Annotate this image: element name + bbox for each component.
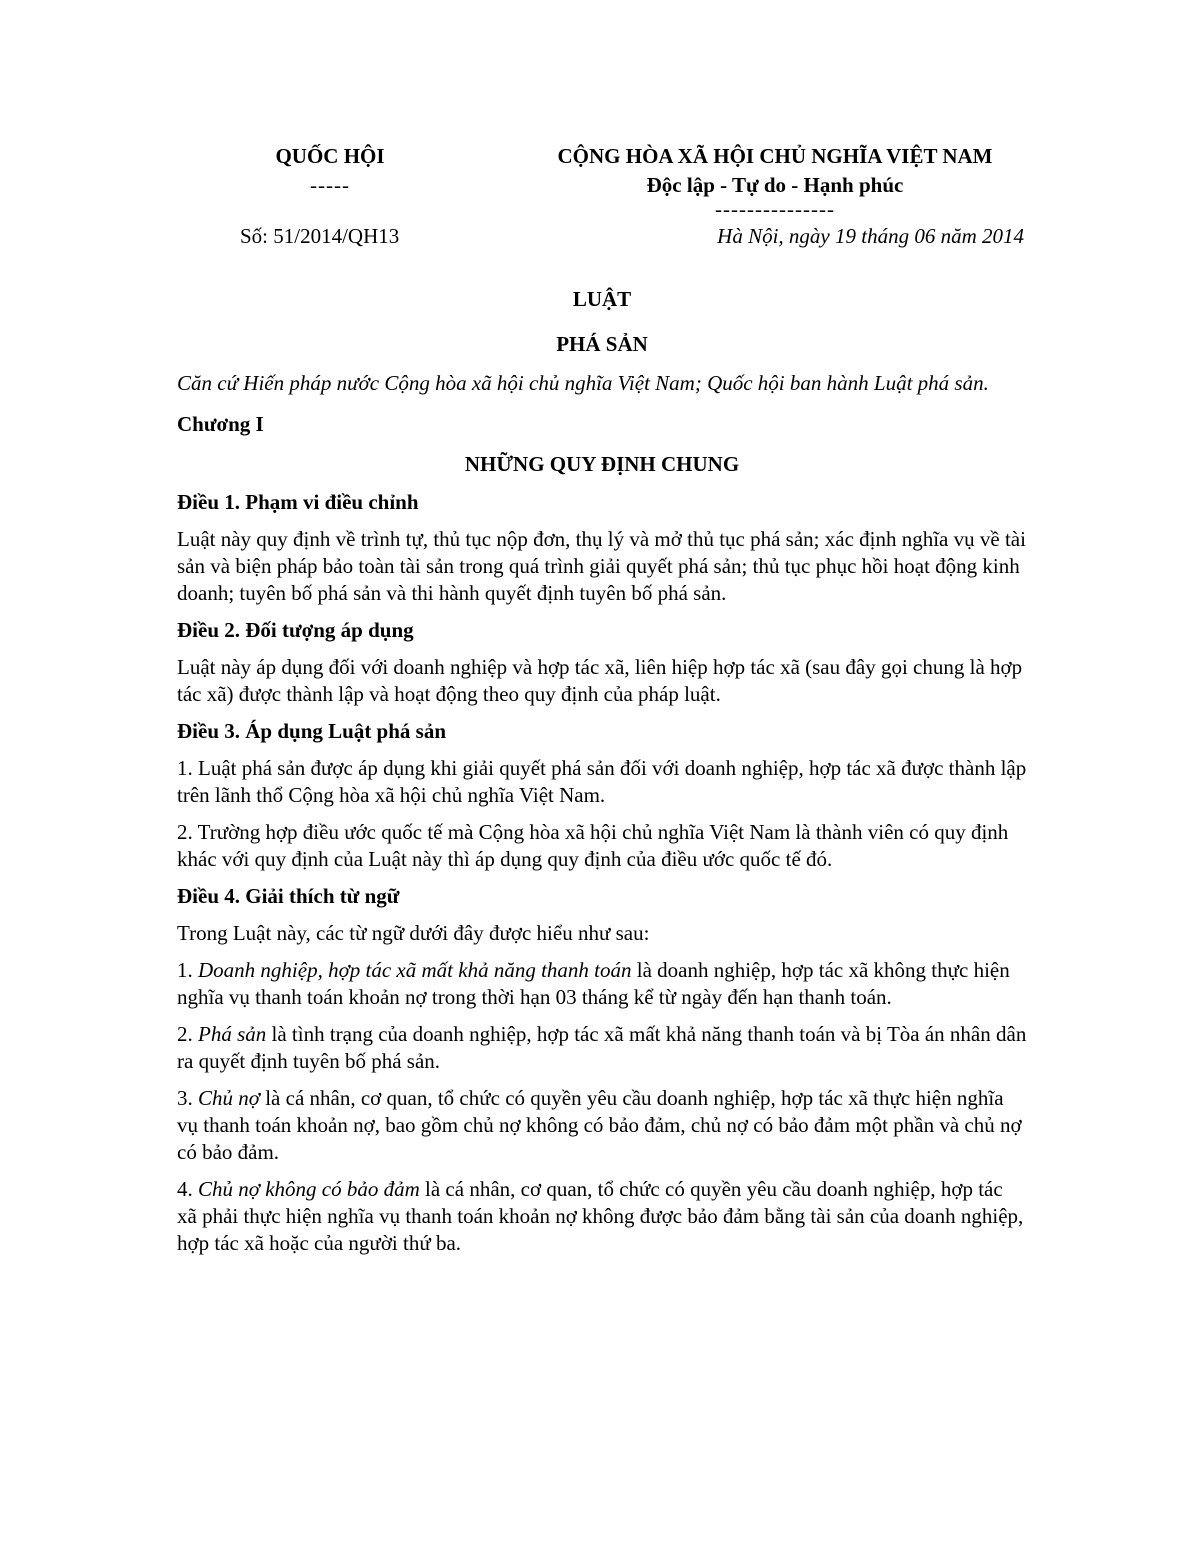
definition-2-text: là tình trạng của doanh nghiệp, hợp tác xã mất khả năng thanh toán và bị Tòa án nhân dân ra quyết định tuyên bố phá sản. bbox=[177, 1022, 1027, 1073]
document-body bbox=[177, 286, 1027, 1267]
definition-2-term: Phá sản bbox=[198, 1022, 267, 1046]
definition-2-number: 2. bbox=[177, 1022, 198, 1046]
definition-1-term: Doanh nghiệp, hợp tác xã mất khả năng thanh toán bbox=[198, 958, 632, 982]
definition-3-text: là cá nhân, cơ quan, tổ chức có quyền yêu cầu doanh nghiệp, hợp tác xã thực hiện nghĩa vụ thanh toán khoản nợ, bao gồm chủ nợ không có bảo đảm, chủ nợ có bảo đảm một phần và chủ nợ có bảo đảm. bbox=[177, 1086, 1022, 1164]
definition-4-number: 4. bbox=[177, 1177, 198, 1201]
definition-1-number: 1. bbox=[177, 958, 198, 982]
nation-name: CỘNG HÒA XÃ HỘI CHỦ NGHĨA VIỆT NAM bbox=[557, 144, 993, 168]
article-1-title: Điều 1. Phạm vi điều chỉnh bbox=[177, 490, 419, 514]
article-1-paragraph: Luật này quy định về trình tự, thủ tục nộp đơn, thụ lý và mở thủ tục phá sản; xác định nghĩa vụ về tài sản và biện pháp bảo toàn tài sản trong quá trình giải quyết phá sản; thủ tục phục hồi hoạt động kinh doanh; tuyên bố phá sản và thi hành quyết định tuyên bố phá sản. bbox=[177, 527, 1026, 605]
header-nation-block bbox=[490, 142, 1060, 221]
chapter-title: NHỮNG QUY ĐỊNH CHUNG bbox=[464, 452, 740, 476]
definition-4 bbox=[177, 1176, 1027, 1257]
article-2-paragraph: Luật này áp dụng đối với doanh nghiệp và hợp tác xã, liên hiệp hợp tác xã (sau đây gọi chung là hợp tác xã) được thành lập và hoạt động theo quy định của pháp luật. bbox=[177, 655, 1023, 706]
agency-name: QUỐC HỘI bbox=[275, 144, 385, 168]
document-number: Số: 51/2014/QH13 bbox=[240, 224, 400, 248]
definition-1-text: là doanh nghiệp, hợp tác xã không thực hiện nghĩa vụ thanh toán khoản nợ trong thời hạn 03 tháng kể từ ngày đến hạn thanh toán. bbox=[177, 958, 1010, 1009]
definition-3 bbox=[177, 1085, 1027, 1166]
preamble: Căn cứ Hiến pháp nước Cộng hòa xã hội chủ nghĩa Việt Nam; Quốc hội ban hành Luật phá sản. bbox=[177, 371, 989, 395]
definition-1 bbox=[177, 957, 1027, 1011]
article-4-intro: Trong Luật này, các từ ngữ dưới đây được hiểu như sau: bbox=[177, 921, 650, 945]
article-2-title: Điều 2. Đối tượng áp dụng bbox=[177, 618, 414, 642]
article-4-title: Điều 4. Giải thích từ ngữ bbox=[177, 884, 400, 908]
nation-motto: Độc lập - Tự do - Hạnh phúc bbox=[646, 173, 904, 197]
document-type: LUẬT bbox=[572, 287, 632, 311]
article-3-title: Điều 3. Áp dụng Luật phá sản bbox=[177, 719, 447, 743]
agency-rule: ----- bbox=[310, 173, 350, 197]
definition-4-term: Chủ nợ không có bảo đảm bbox=[198, 1177, 420, 1201]
article-3-clause-1: 1. Luật phá sản được áp dụng khi giải quyết phá sản đối với doanh nghiệp, hợp tác xã được thành lập trên lãnh thổ Cộng hòa xã hội chủ nghĩa Việt Nam. bbox=[177, 756, 1027, 807]
chapter-number: Chương I bbox=[177, 412, 264, 436]
motto-rule: --------------- bbox=[715, 197, 835, 221]
definition-3-term: Chủ nợ bbox=[198, 1086, 260, 1110]
place-date: Hà Nội, ngày 19 tháng 06 năm 2014 bbox=[717, 224, 1024, 248]
definition-2 bbox=[177, 1021, 1027, 1075]
header-agency-block bbox=[230, 142, 430, 200]
definition-4-text: là cá nhân, cơ quan, tổ chức có quyền yêu cầu doanh nghiệp, hợp tác xã phải thực hiện nghĩa vụ thanh toán khoản nợ không được bảo đảm bằng tài sản của doanh nghiệp, hợp tác xã hoặc của người thứ ba. bbox=[177, 1177, 1024, 1255]
article-3-clause-2: 2. Trường hợp điều ước quốc tế mà Cộng hòa xã hội chủ nghĩa Việt Nam là thành viên có quy định khác với quy định của Luật này thì áp dụng quy định của điều ước quốc tế đó. bbox=[177, 820, 1009, 871]
definition-3-number: 3. bbox=[177, 1086, 198, 1110]
document-name: PHÁ SẢN bbox=[556, 332, 648, 356]
